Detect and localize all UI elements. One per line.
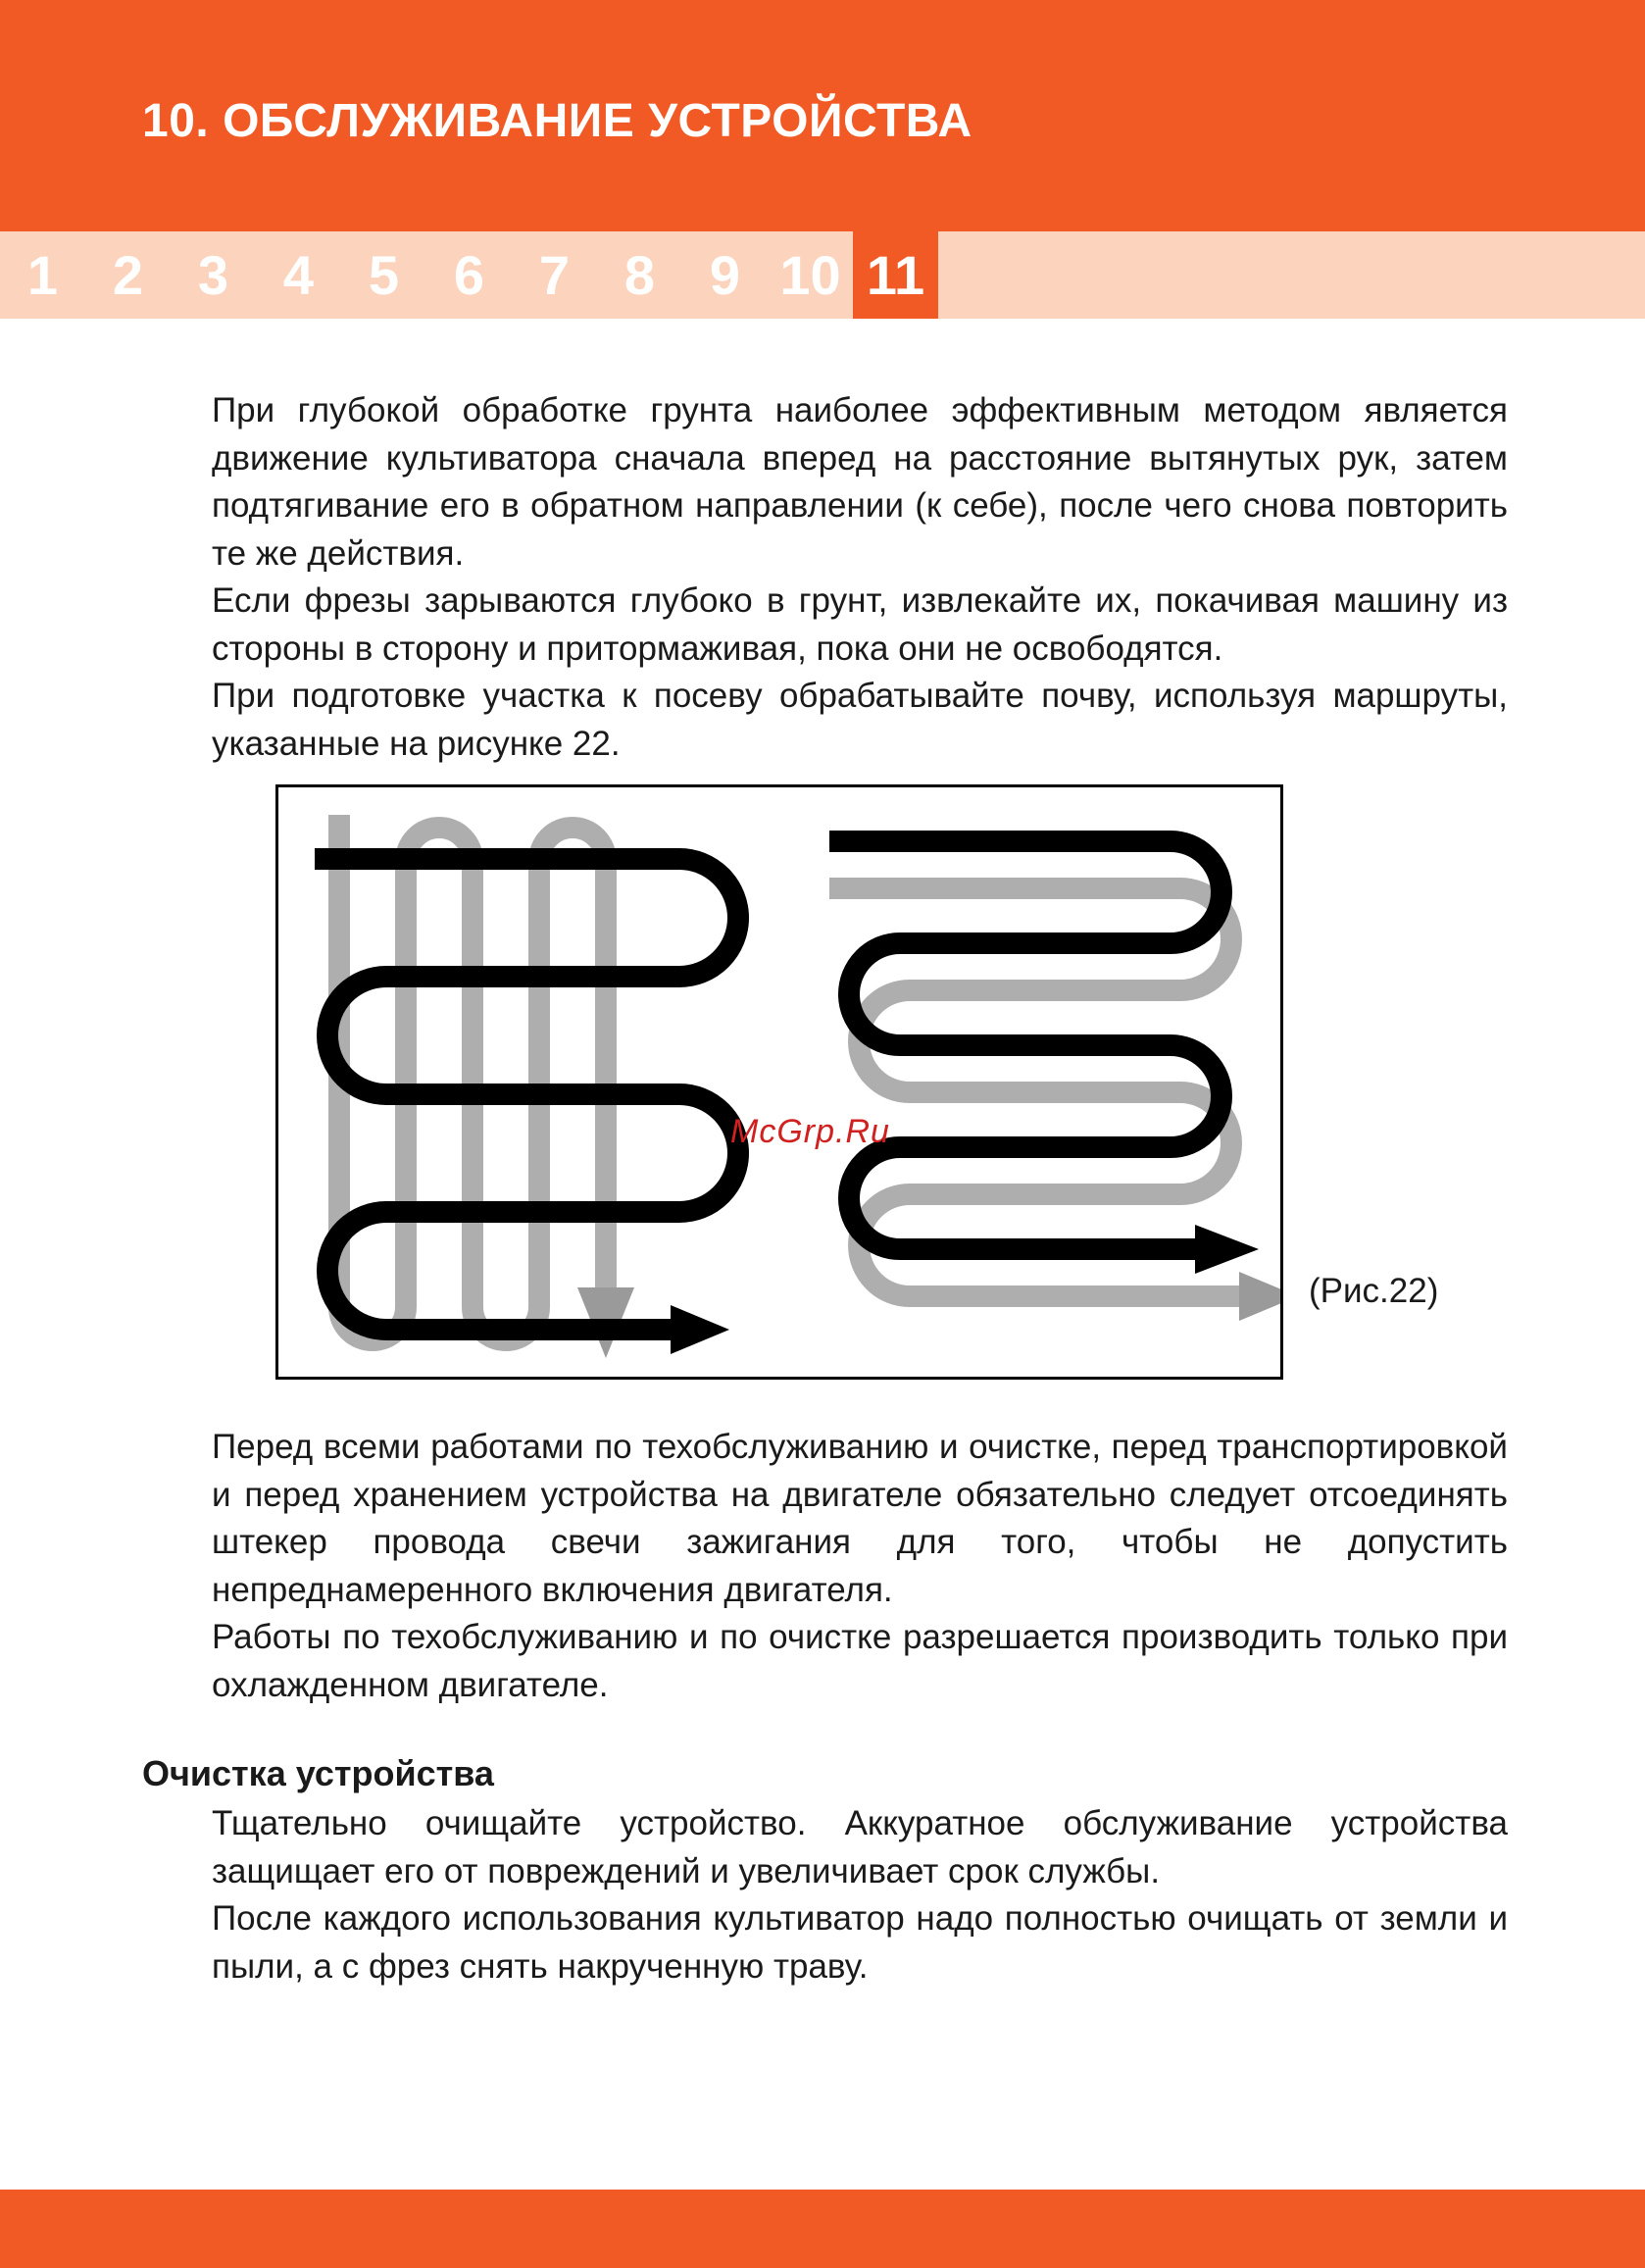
chapter-tab-2[interactable]: 2 (112, 244, 144, 306)
page-footer (0, 2190, 1645, 2268)
cleaning-text (212, 1800, 1508, 1991)
watermark: McGrp.Ru (730, 1113, 890, 1150)
chapter-tab-11-active[interactable]: 11 (853, 231, 938, 319)
chapter-tab-1[interactable]: 1 (26, 244, 59, 306)
figure-caption: (Рис.22) (1309, 1272, 1439, 1310)
gray-serpentine-arrow-head (1239, 1272, 1280, 1321)
intro-paragraph-2: Если фрезы зарываются глубоко в грунт, извлекайте их, покачивая машину из стороны в сторону и притормаживая, пока они не освободятся. (212, 581, 1508, 668)
chapter-tab-10[interactable]: 10 (779, 244, 841, 306)
intro-paragraph-1: При глубокой обработке грунта наиболее эффективным методом является движение культиватора сначала вперед на расстояние вытянутых рук, затем подтягивание его в обратном направлении (к себе), после чего снова повторить те же действия. (212, 391, 1508, 573)
chapter-tab-7[interactable]: 7 (538, 244, 571, 306)
chapter-tab-4[interactable]: 4 (282, 244, 315, 306)
chapter-tab-9[interactable]: 9 (709, 244, 741, 306)
intro-paragraph-3: При подготовке участка к посеву обрабатывайте почву, используя маршруты, указанные на рисунке 22. (212, 677, 1508, 763)
black-arrow-head (671, 1305, 729, 1354)
tillage-routes-figure (275, 784, 1283, 1380)
cleaning-section-heading: Очистка устройства (142, 1753, 494, 1793)
page-title: 10. ОБСЛУЖИВАНИЕ УСТРОЙСТВА (142, 95, 972, 147)
chapter-tab-5[interactable]: 5 (368, 244, 400, 306)
black-serpentine-arrow-head (1195, 1225, 1259, 1274)
serpentine-black-route (829, 841, 1259, 1274)
chapter-tab-3[interactable]: 3 (197, 244, 229, 306)
cross-pattern-black-route (315, 859, 738, 1354)
cleaning-paragraph-1: Тщательно очищайте устройство. Аккуратное обслуживание устройства защищает его от повреждений и увеличивает срок службы. (212, 1804, 1508, 1890)
tillage-routes-diagram (278, 787, 1280, 1377)
chapter-tab-6[interactable]: 6 (453, 244, 485, 306)
chapter-tab-8[interactable]: 8 (623, 244, 656, 306)
maintenance-paragraph-2: Работы по техобслуживанию и по очистке разрешается производить только при охлажденном двигателе. (212, 1618, 1508, 1704)
maintenance-paragraph-1: Перед всеми работами по техобслуживанию и очистке, перед транспортировкой и перед хранением устройства на двигателе обязательно следует отсоединять штекер провода свечи зажигания для того, чтобы не допустить непреднамеренного включения двигателя. (212, 1428, 1508, 1609)
intro-text (212, 387, 1508, 768)
cleaning-paragraph-2: После каждого использования культиватор надо полностью очищать от земли и пыли, а с фрез снять накрученную траву. (212, 1899, 1508, 1986)
maintenance-text (212, 1424, 1508, 1709)
